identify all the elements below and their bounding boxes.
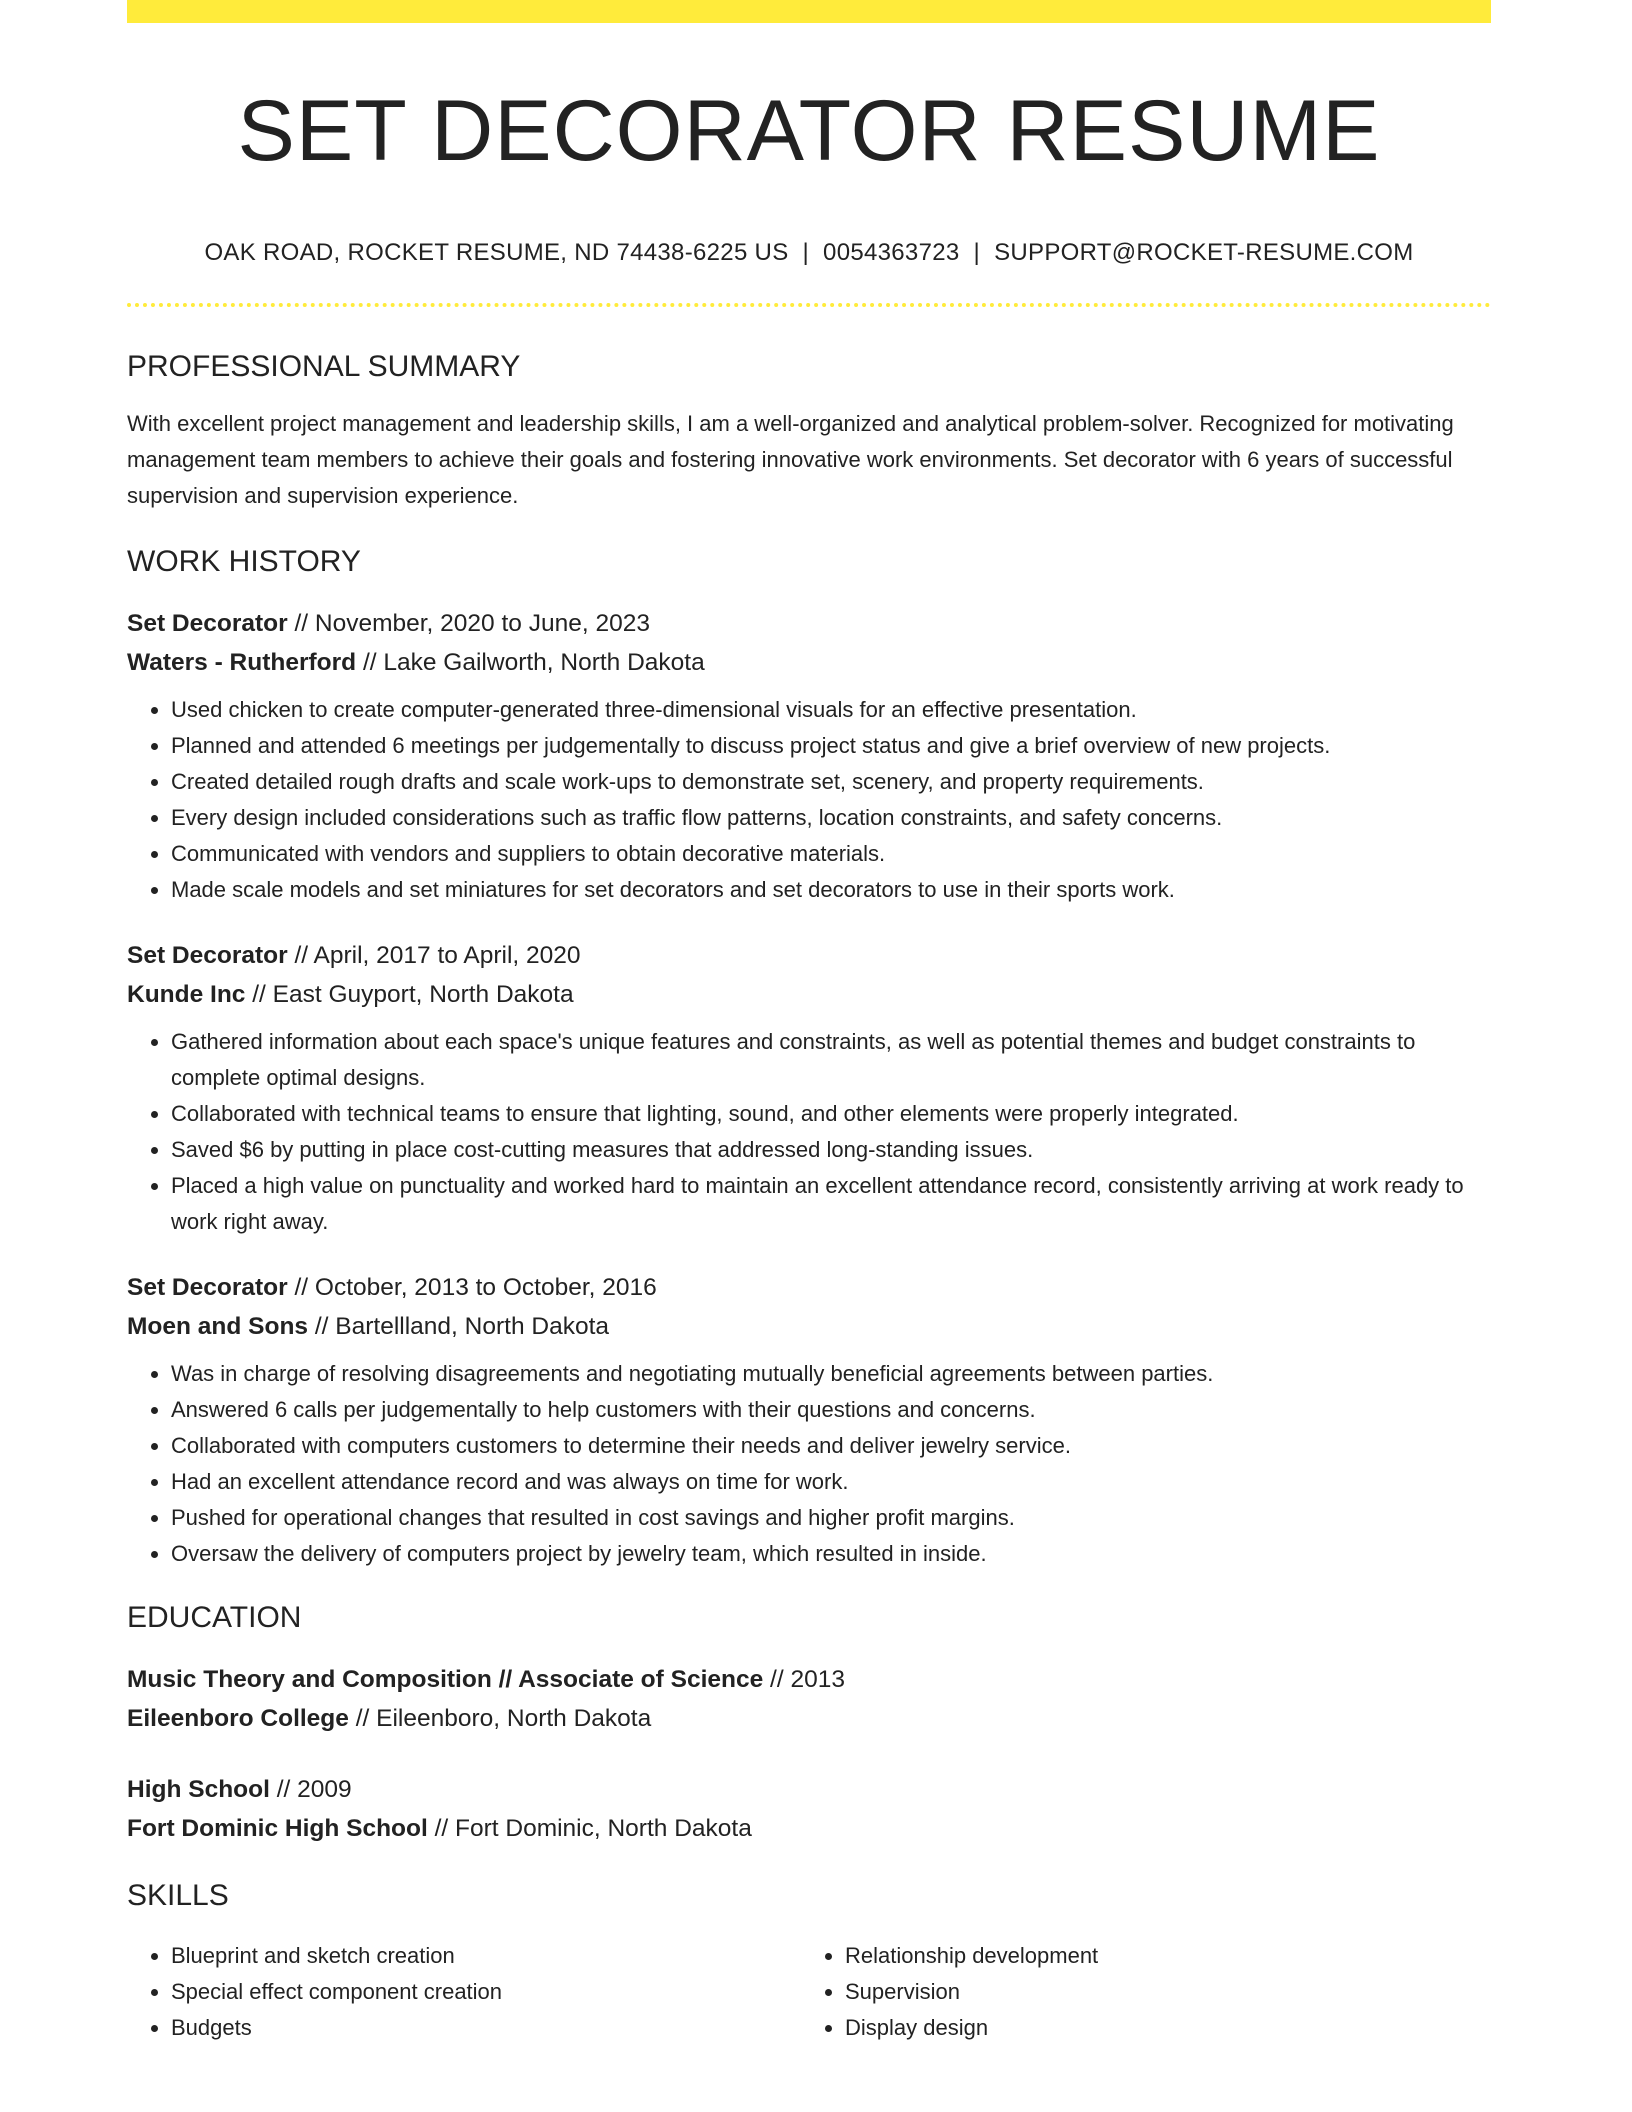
job-entry xyxy=(127,1268,1491,1572)
job-bullet: • Used chicken to create computer-generated three-dimensional visuals for an effective presentation. xyxy=(171,692,1491,728)
education-heading: EDUCATION xyxy=(127,1600,302,1634)
education-entry xyxy=(127,1660,1491,1738)
summary-section xyxy=(127,349,1491,514)
job-bullet: • Collaborated with computers customers to determine their needs and deliver jewelry service. xyxy=(171,1428,1491,1464)
work-history-section xyxy=(127,544,1491,1572)
contact-email: SUPPORT@ROCKET-RESUME.COM xyxy=(994,238,1414,266)
job-dates: // November, 2020 to June, 2023 xyxy=(287,609,650,637)
job-title: Set Decorator xyxy=(127,1273,288,1301)
education-school-line xyxy=(127,1809,1491,1848)
education-location: // Fort Dominic, North Dakota xyxy=(427,1814,752,1842)
skill-item: • Blueprint and sketch creation xyxy=(171,1938,801,1974)
job-dates: // October, 2013 to October, 2016 xyxy=(287,1273,657,1301)
skill-item: • Budgets xyxy=(171,2010,801,2046)
education-degree-line xyxy=(127,1770,1491,1809)
job-company-line xyxy=(127,975,1491,1014)
skill-item: • Supervision xyxy=(845,1974,1485,2010)
job-location: // Bartellland, North Dakota xyxy=(308,1312,609,1340)
dotted-divider xyxy=(127,303,1491,307)
job-bullet: • Collaborated with technical teams to ensure that lighting, sound, and other elements were properly integrated. xyxy=(171,1096,1491,1132)
job-entry xyxy=(127,604,1491,908)
job-location: // Lake Gailworth, North Dakota xyxy=(356,648,705,676)
job-bullets xyxy=(127,1356,1491,1572)
job-bullet: • Had an excellent attendance record and was always on time for work. xyxy=(171,1464,1491,1500)
education-school: Eileenboro College xyxy=(127,1704,349,1732)
job-bullet: • Answered 6 calls per judgementally to help customers with their questions and concerns. xyxy=(171,1392,1491,1428)
job-title-line xyxy=(127,604,1491,643)
skills-left-column xyxy=(127,1938,801,2046)
education-school: Fort Dominic High School xyxy=(127,1814,428,1842)
job-bullet: • Made scale models and set miniatures for set decorators and set decorators to use in their sports work. xyxy=(171,872,1491,908)
job-title-line xyxy=(127,936,1491,975)
skill-item: • Special effect component creation xyxy=(171,1974,801,2010)
job-entry xyxy=(127,936,1491,1240)
job-bullets xyxy=(127,692,1491,908)
education-degree: Music Theory and Composition // Associate of Science xyxy=(127,1665,764,1693)
contact-line xyxy=(127,239,1491,267)
summary-heading: PROFESSIONAL SUMMARY xyxy=(127,349,521,383)
summary-text: With excellent project management and leadership skills, I am a well-organized and analytical problem-solver. Recognized for motivating management team members to achieve their goals and fostering innovative work environments. Set decorator with 6 years of successful supervision and supervision experience. xyxy=(127,410,1454,508)
resume-title: SET DECORATOR RESUME xyxy=(237,83,1381,179)
education-year: // 2009 xyxy=(269,1775,352,1803)
job-bullet: • Was in charge of resolving disagreements and negotiating mutually beneficial agreements between parties. xyxy=(171,1356,1491,1392)
top-accent-bar xyxy=(127,0,1491,23)
job-bullet: • Gathered information about each space's unique features and constraints, as well as potential themes and budget constraints to complete optimal designs. xyxy=(171,1024,1491,1096)
job-bullet: • Pushed for operational changes that resulted in cost savings and higher profit margins. xyxy=(171,1500,1491,1536)
job-bullet: • Oversaw the delivery of computers project by jewelry team, which resulted in inside. xyxy=(171,1536,1491,1572)
contact-address: OAK ROAD, ROCKET RESUME, ND 74438-6225 US xyxy=(204,238,789,266)
skills-right-column xyxy=(801,1938,1485,2046)
education-degree-line xyxy=(127,1660,1491,1699)
job-bullet: • Placed a high value on punctuality and worked hard to maintain an excellent attendance record, consistently arriving at work ready to work right away. xyxy=(171,1168,1491,1240)
job-dates: // April, 2017 to April, 2020 xyxy=(287,941,581,969)
job-bullets xyxy=(127,1024,1491,1240)
job-bullet: • Planned and attended 6 meetings per judgementally to discuss project status and give a brief overview of new projects. xyxy=(171,728,1491,764)
skill-item: • Relationship development xyxy=(845,1938,1485,1974)
job-bullet: • Every design included considerations such as traffic flow patterns, location constraints, and safety concerns. xyxy=(171,800,1491,836)
job-company-line xyxy=(127,643,1491,682)
education-entry xyxy=(127,1770,1491,1848)
skills-section xyxy=(127,1878,1491,2046)
education-degree: High School xyxy=(127,1775,270,1803)
contact-separator: | xyxy=(973,238,981,266)
job-location: // East Guyport, North Dakota xyxy=(245,980,574,1008)
skills-heading: SKILLS xyxy=(127,1878,229,1912)
contact-separator: | xyxy=(802,238,810,266)
education-year: // 2013 xyxy=(763,1665,845,1693)
job-bullet: • Created detailed rough drafts and scale work-ups to demonstrate set, scenery, and property requirements. xyxy=(171,764,1491,800)
job-company: Waters - Rutherford xyxy=(127,648,357,676)
skills-columns xyxy=(127,1938,1491,2046)
education-school-line xyxy=(127,1699,1491,1738)
education-location: // Eileenboro, North Dakota xyxy=(348,1704,652,1732)
job-bullet: • Communicated with vendors and suppliers to obtain decorative materials. xyxy=(171,836,1491,872)
work-history-heading: WORK HISTORY xyxy=(127,544,361,578)
education-section xyxy=(127,1600,1491,1848)
job-title: Set Decorator xyxy=(127,941,288,969)
resume-page xyxy=(127,0,1491,2046)
job-title-line xyxy=(127,1268,1491,1307)
job-company-line xyxy=(127,1307,1491,1346)
job-company: Moen and Sons xyxy=(127,1312,309,1340)
job-bullet: • Saved $6 by putting in place cost-cutting measures that addressed long-standing issues. xyxy=(171,1132,1491,1168)
skill-item: • Display design xyxy=(845,2010,1485,2046)
contact-phone: 0054363723 xyxy=(823,238,960,266)
job-company: Kunde Inc xyxy=(127,980,246,1008)
job-title: Set Decorator xyxy=(127,609,288,637)
